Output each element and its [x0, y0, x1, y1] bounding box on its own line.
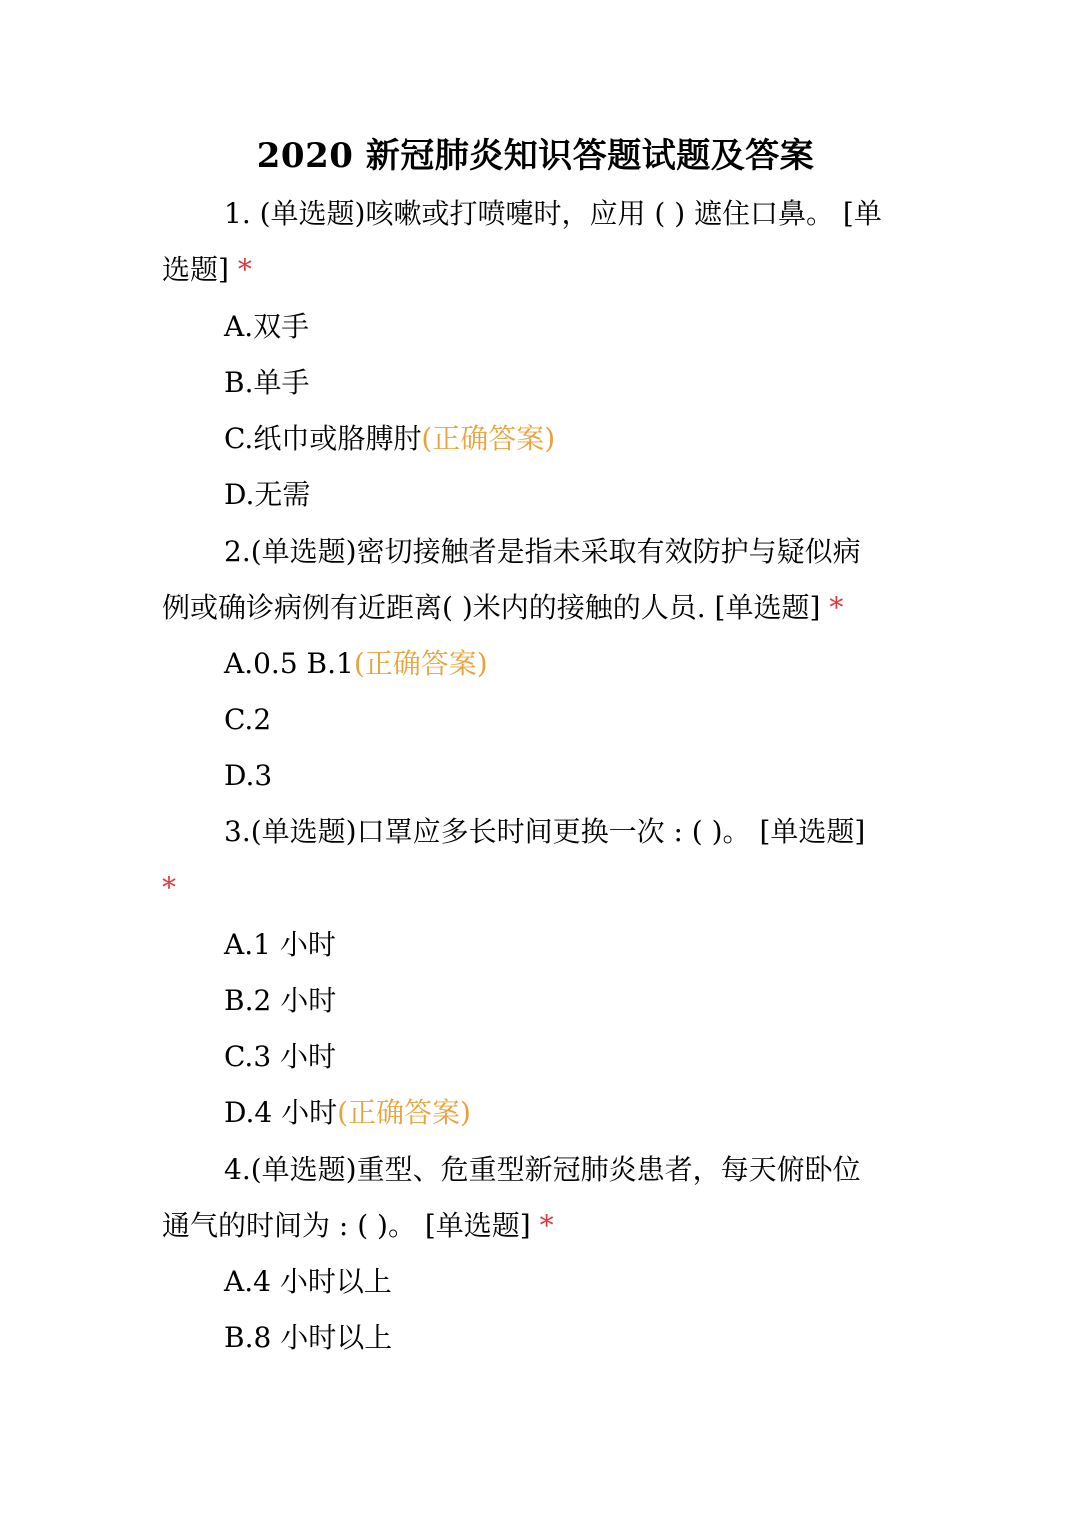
- question-4-text: 4.(单选题)重型、危重型新冠肺炎患者，每天俯卧位: [224, 1153, 861, 1186]
- question-1-text-cont: 选题]: [162, 253, 229, 286]
- option-label: A.双手: [224, 310, 310, 343]
- question-2-text-line-1: [224, 532, 861, 572]
- correct-answer-marker: (正确答案): [337, 1096, 471, 1129]
- question-4-option-a: [224, 1262, 392, 1302]
- option-label: D.3: [224, 759, 273, 792]
- option-label: B.8 小时以上: [224, 1321, 393, 1354]
- option-label: C.3 小时: [224, 1040, 337, 1073]
- option-label: D.无需: [224, 478, 311, 511]
- question-1-text-line-1: [224, 194, 882, 234]
- question-2-option-ab: [224, 644, 488, 684]
- option-label: A.0.5 B.1: [224, 647, 354, 680]
- option-label: C.纸巾或胳膊肘: [224, 422, 422, 455]
- required-marker: *: [539, 1209, 554, 1242]
- required-marker: *: [237, 253, 252, 286]
- option-label: B.2 小时: [224, 984, 337, 1017]
- option-label: C.2: [224, 703, 272, 736]
- question-3-text: 3.(单选题)口罩应多长时间更换一次 : ( )。 [单选题]: [224, 815, 866, 848]
- required-marker: *: [162, 871, 176, 904]
- option-label: A.4 小时以上: [224, 1265, 392, 1298]
- question-2-option-c: [224, 700, 271, 740]
- question-4-option-b: [224, 1318, 392, 1358]
- question-2-text: 2.(单选题)密切接触者是指未采取有效防护与疑似病: [224, 535, 861, 568]
- question-1-option-c: [224, 419, 555, 459]
- question-3-option-d: [224, 1093, 471, 1133]
- question-1-option-b: [224, 363, 309, 403]
- correct-answer-marker: (正确答案): [353, 647, 488, 680]
- option-label: D.4 小时: [224, 1096, 338, 1129]
- question-3-option-b: [224, 981, 336, 1021]
- question-1-text: 1. (单选题)咳嗽或打喷嚏时，应用 ( ) 遮住口鼻。 [单: [224, 197, 882, 230]
- question-3-text-line-1: [224, 812, 865, 852]
- option-label: B.单手: [224, 366, 310, 399]
- required-marker: *: [829, 591, 844, 624]
- question-3-option-a: [224, 925, 336, 965]
- question-2-text-cont: 例或确诊病例有近距离( )米内的接触的人员. [单选题]: [162, 591, 821, 624]
- question-4-text-cont: 通气的时间为 : ( )。 [单选题]: [162, 1209, 531, 1242]
- question-3-text-line-2: [162, 868, 176, 908]
- question-1-text-line-2: [162, 250, 252, 290]
- question-1-option-a: [224, 307, 309, 347]
- question-4-text-line-2: [162, 1206, 554, 1246]
- page-title: 2020 新冠肺炎知识答题试题及答案: [256, 136, 815, 176]
- option-label: A.1 小时: [224, 928, 336, 961]
- question-3-option-c: [224, 1037, 336, 1077]
- question-4-text-line-1: [224, 1150, 861, 1190]
- question-1-option-d: [224, 475, 310, 515]
- question-2-option-d: [224, 756, 272, 796]
- question-2-text-line-2: [162, 588, 843, 628]
- correct-answer-marker: (正确答案): [421, 422, 556, 455]
